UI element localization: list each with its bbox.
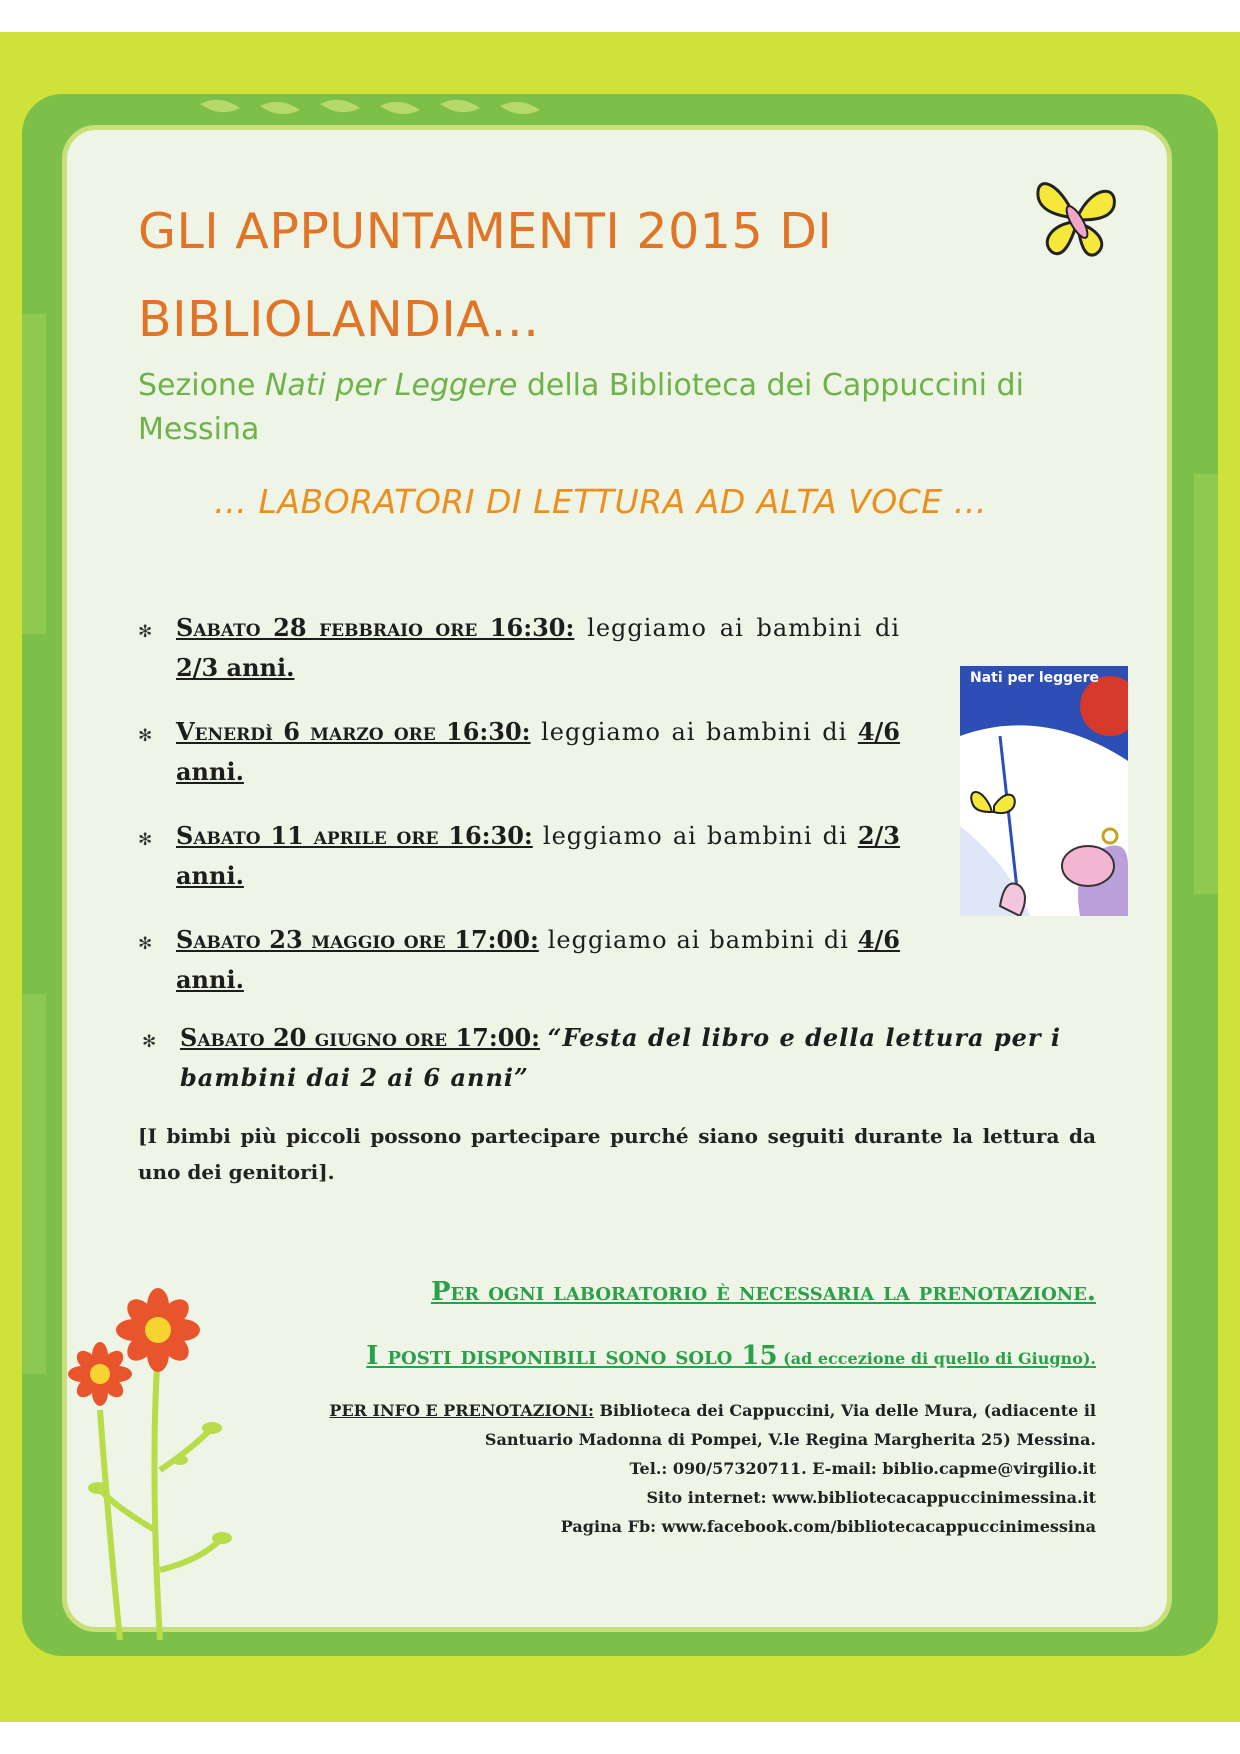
info-website: Sito internet: www.bibliotecacappuccinimessina.it	[646, 1488, 1096, 1507]
bullet-icon: ✻	[138, 830, 153, 850]
laboratori-heading: … LABORATORI DI LETTURA AD ALTA VOCE …	[214, 482, 988, 521]
booking-exception-text: (ad eccezione di quello di Giugno).	[777, 1349, 1096, 1368]
event-date: Venerdì 6 marzo ore 16:30:	[176, 717, 531, 746]
event-item	[138, 608, 900, 688]
info-address-1: Biblioteca dei Cappuccini, Via delle Mura, (adiacente il	[593, 1401, 1096, 1420]
title-line-1: GLI APPUNTAMENTI 2015 DI	[138, 203, 833, 260]
butterfly-icon	[1030, 172, 1120, 268]
event-date: Sabato 20 giugno ore 17:00:	[180, 1023, 541, 1052]
events-list	[138, 608, 900, 1024]
bullet-icon: ✻	[142, 1032, 157, 1052]
note-text: [I bimbi più piccoli possono partecipare purché siano seguiti durante la lettura da uno dei genitori].	[138, 1124, 1096, 1184]
info-address-line-1	[240, 1396, 1096, 1425]
event-age: 4/6 anni.	[176, 717, 900, 786]
booking-required-text: Per ogni laboratorio è necessaria la prenotazione.	[430, 1277, 1096, 1307]
booking-seats-text: I posti disponibili sono solo 15	[366, 1341, 778, 1371]
event-item	[138, 920, 900, 1000]
contact-info	[240, 1396, 1096, 1541]
event-text: leggiamo ai bambini di	[532, 822, 858, 850]
event-item	[138, 712, 900, 792]
book-cover-title: Nati per leggere	[970, 670, 1100, 686]
event-text: leggiamo ai bambini di	[574, 614, 900, 642]
info-address-2: Santuario Madonna di Pompei, V.le Regina Margherita 25) Messina.	[484, 1430, 1096, 1449]
decor-leaves-top	[200, 98, 600, 124]
decor-stripe	[22, 314, 46, 634]
poster-subtitle	[138, 364, 1098, 452]
booking-notice	[138, 1260, 1096, 1391]
info-contacts: Tel.: 090/57320711. E-mail: biblio.capme@virgilio.it	[629, 1459, 1096, 1478]
decor-stripe	[1194, 474, 1218, 894]
subtitle-suffix: della Biblioteca dei Cappuccini di Messina	[138, 368, 1024, 447]
bullet-icon: ✻	[138, 726, 153, 746]
info-facebook: Pagina Fb: www.facebook.com/bibliotecacappuccinimessina	[560, 1517, 1096, 1536]
event-date: Sabato 11 aprile ore 16:30:	[176, 821, 533, 850]
booking-seats-line	[138, 1324, 1096, 1391]
event-age: 2/3 anni.	[176, 821, 900, 890]
event-date: Sabato 28 febbraio ore 16:30:	[176, 613, 575, 642]
decor-stripe	[22, 994, 46, 1374]
event-text: leggiamo ai bambini di	[538, 926, 858, 954]
event-date: Sabato 23 maggio ore 17:00:	[176, 925, 539, 954]
poster-title	[138, 188, 938, 364]
event-item-festa	[142, 1018, 1092, 1098]
event-age: 4/6 anni.	[176, 925, 900, 994]
nati-per-leggere-book-cover	[960, 666, 1128, 916]
subtitle-prefix: Sezione	[138, 368, 265, 403]
subtitle-nati-per-leggere: Nati per Leggere	[264, 368, 518, 403]
event-item	[138, 816, 900, 896]
book-cover-illustration	[960, 666, 1128, 916]
flowers-decoration-icon	[60, 1270, 250, 1640]
event-festa-title: “Festa del libro e della lettura per i bambini dai 2 ai 6 anni”	[180, 1023, 1062, 1092]
bullet-icon: ✻	[138, 622, 153, 642]
title-line-2: BIBLIOLANDIA…	[138, 291, 540, 348]
event-age: 2/3 anni.	[176, 653, 295, 682]
info-label: PER INFO E PRENOTAZIONI:	[329, 1401, 594, 1420]
event-text: leggiamo ai bambini di	[530, 718, 858, 746]
bullet-icon: ✻	[138, 934, 153, 954]
